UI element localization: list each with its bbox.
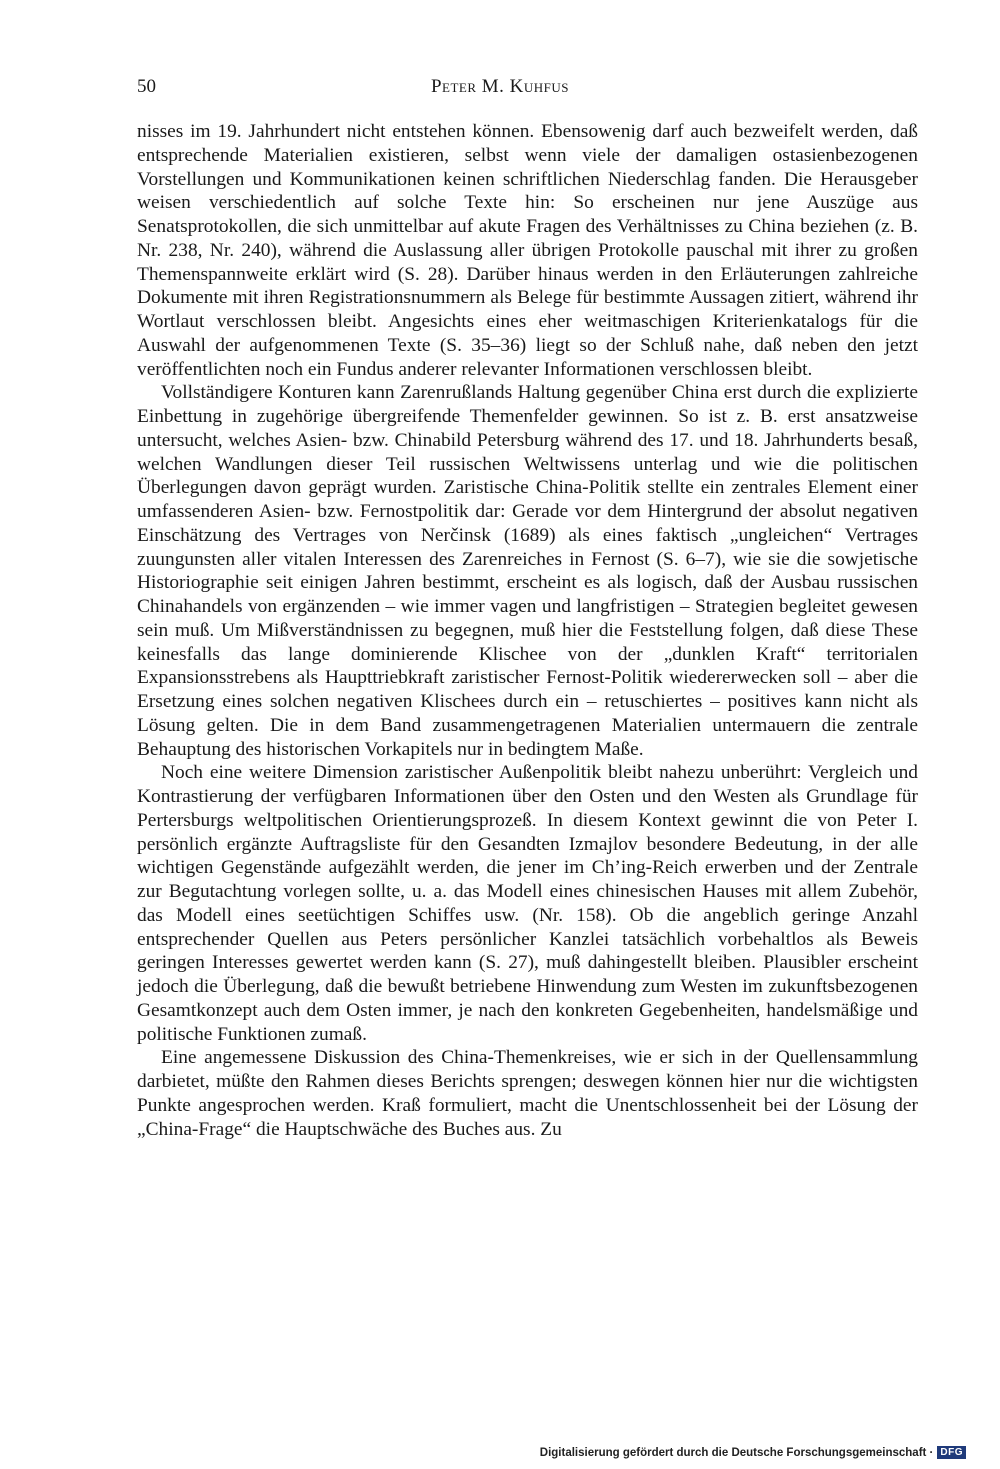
body-text (137, 120, 918, 1141)
paragraph: Eine angemessene Diskussion des China-Themenkreises, wie er sich in der Quellensammlung darbietet, müßte den Rahmen dieses Berichts sprengen; deswegen können hier nur die wichtigsten Punkte angesprochen werden. Kraß formuliert, macht die Unentschlossenheit bei der Lösung der „China-Frage“ die Hauptschwäche des Buches aus. Zu (137, 1047, 918, 1140)
paragraph: Noch eine weitere Dimension zaristischer Außenpolitik bleibt nahezu unberührt: Vergleich und Kontrastierung der verfügbaren Informationen über den Osten und den Westen als Grundlage für Pertersburgs weltpolitischen Orientierungsprozeß. In diesem Kontext gewinnt die von Peter I. persönlich ergänzte Auftragsliste für den Gesandten Izmajlov besondere Bedeutung, in der alle wichtigen Gegenstände aufgezählt werden, die jener im Ch’ing-Reich erwerben und der Zentrale zur Begutachtung vorlegen sollte, u. a. das Modell eines chinesischen Hauses mit allem Zubehör, das Modell eines seetüchtigen Schiffes usw. (Nr. 158). Ob die angeblich geringe Anzahl entsprechender Quellen aus Peters persönlicher Kanzlei tatsächlich vorbehaltlos als Beweis geringen Interesses gewertet werden kann (S. 27), muß dahingestellt bleiben. Plausibler erscheint jedoch die Überlegung, daß die bewußt betriebene Hinwendung zum Westen im zukunftsbezogenen Gesamtkonzept auch dem Osten immer, je nach den konkreten Gegebenheiten, handelsmäßige und politische Funktionen zumaß. (137, 762, 918, 1045)
dfg-logo: DFG (937, 1446, 966, 1459)
page-number: 50 (137, 76, 156, 97)
paragraph: Vollständigere Konturen kann Zarenrußlands Haltung gegenüber China erst durch die explizierte Einbettung in zugehörige übergreifende Themenfelder gewinnen. So ist z. B. erst ansatzweise untersucht, welches Asien- bzw. Chinabild Petersburg während des 17. und 18. Jahrhunderts besaß, welchen Wandlungen dieser Teil russischen Weltwissens unterlag und wie die politischen Überlegungen davon geprägt wurden. Zaristische China-Politik stellte ein zentrales Element einer umfassenderen Asien- bzw. Fernostpolitik dar: Gerade vor dem Hintergrund der absolut negativen Einschätzung des Vertrages von Nerčinsk (1689) als eines faktisch „ungleichen“ Vertrages zuungunsten aller vitalen Interessen des Zarenreiches in Fernost (S. 6–7), wie sie die sowjetische Historiographie seit einigen Jahren bestimmt, erscheint es als logisch, daß der Ausbau russischen Chinahandels von ergänzenden – wie immer vagen und langfristigen – Strategien begleitet gewesen sein muß. Um Mißverständnissen zu begegnen, muß hier die Feststellung folgen, daß diese These keinesfalls das lange dominierende Klischee von der „dunklen Kraft“ territorialen Expansionsstrebens als Haupttriebkraft zaristischer Fernost-Politik wiedererwecken soll – aber die Ersetzung eines solchen negativen Klischees durch ein – retuschiertes – positives kann nicht als Lösung gelten. Die in dem Band zusammengetragenen Materialien untermauern die zentrale Behauptung des historischen Vorkapitels nur in bedingtem Maße. (137, 382, 918, 760)
running-head: Peter M. Kuhfus (430, 76, 570, 97)
paragraph: nisses im 19. Jahrhundert nicht entstehen können. Ebensowenig darf auch bezweifelt werden, daß entsprechende Materialien existieren, selbst wenn viele der damaligen ostasienbezogenen Vorstellungen und Kommunikationen keinen schriftlichen Niederschlag fanden. Die Herausgeber weisen verschiedentlich auf solche Texte hin: So erscheinen nur jene Auszüge aus Senatsprotokollen, die sich unmittelbar auf akute Fragen des Verhältnisses zu China beziehen (z. B. Nr. 238, Nr. 240), während die Auslassung aller übrigen Protokolle pauschal mit ihrer zu großen Themenspannweite erklärt wird (S. 28). Darüber hinaus werden in den Erläuterungen zahlreiche Dokumente mit ihren Registrationsnummern als Belege für bestimmte Aussagen zitiert, während ihr Wortlaut verschlossen bleibt. Angesichts eines eher weitmaschigen Kriterienkatalogs für die Auswahl der aufgenommenen Texte (S. 35–36) liegt so der Schluß nahe, daß neben den jetzt veröffentlichten noch ein Fundus anderer relevanter Informationen verschlossen bleibt. (137, 121, 918, 380)
credit-text: Digitalisierung gefördert durch die Deutsche Forschungsgemeinschaft · (539, 1446, 934, 1459)
digitization-credit (540, 1446, 966, 1459)
